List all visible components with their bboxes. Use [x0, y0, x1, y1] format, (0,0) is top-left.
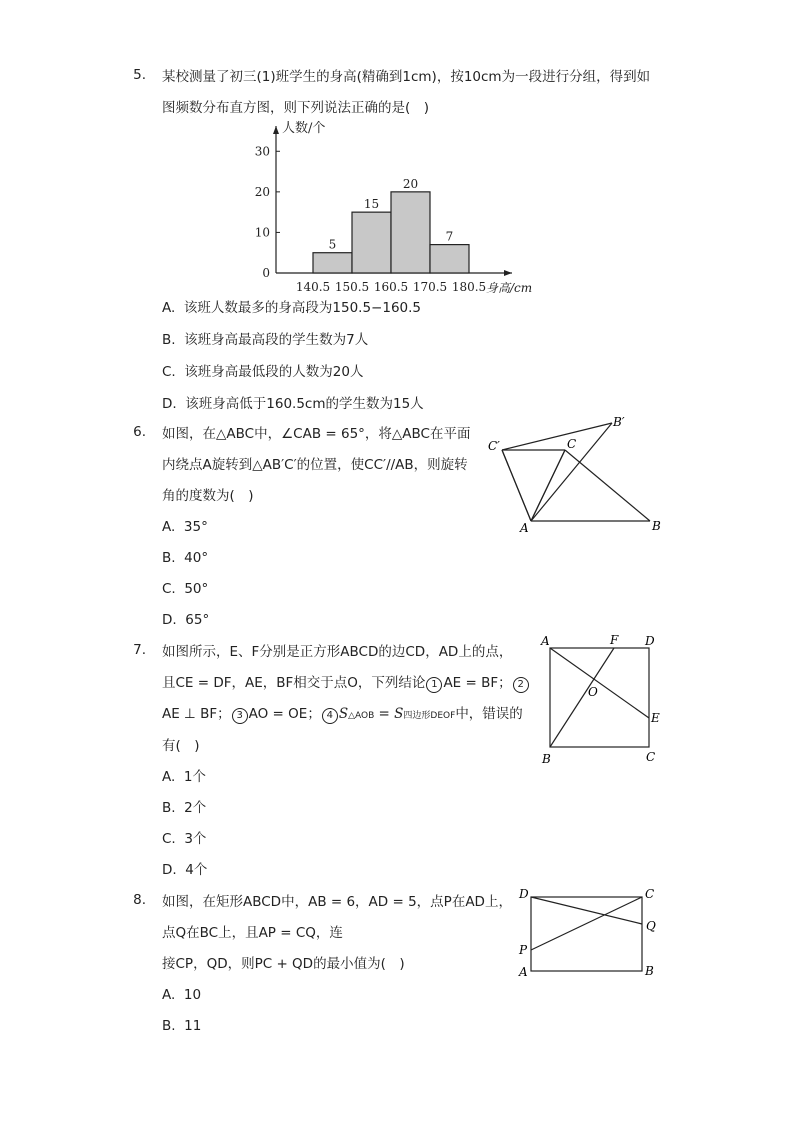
question-text-line: 某校测量了初三(1)班学生的身高(精确到1cm)，按10cm为一段进行分组，得到如	[162, 69, 651, 85]
text-span: AO = OE；	[248, 706, 321, 722]
option-text: 1个	[183, 769, 206, 785]
option-a[interactable]	[162, 517, 208, 537]
text-span: = S	[374, 706, 404, 722]
option-label: C.	[162, 364, 176, 380]
square-figure	[536, 632, 666, 768]
option-c[interactable]	[162, 579, 208, 599]
option-text: 10	[183, 987, 202, 1003]
circled-number: 2	[513, 677, 529, 693]
label-b: B	[542, 752, 551, 766]
subscript: △AOB	[348, 711, 375, 721]
histogram-bar	[430, 245, 469, 273]
text-span: 中，错误的	[455, 706, 523, 722]
question-text-line	[162, 704, 523, 726]
label-a: A	[520, 521, 529, 535]
label-b-prime: B′	[613, 415, 625, 429]
option-label: B.	[162, 1018, 176, 1034]
option-text: 65°	[185, 612, 210, 628]
x-tick-label: 150.5	[334, 280, 370, 294]
option-c[interactable]	[162, 362, 364, 382]
option-text: 该班身高最低段的人数为20人	[184, 364, 364, 380]
label-c-prime: C′	[488, 439, 500, 453]
question-text-line: 角的度数为( )	[162, 488, 254, 504]
option-text: 50°	[184, 581, 209, 597]
option-d[interactable]	[162, 610, 209, 630]
bar-value-label: 5	[328, 237, 337, 252]
question-text-line: 图频数分布直方图，则下列说法正确的是( )	[162, 100, 430, 116]
label-c: C	[646, 750, 656, 764]
option-label: D.	[162, 862, 177, 878]
option-text: 40°	[184, 550, 209, 566]
label-a: A	[519, 965, 528, 979]
text-span: AE ⊥ BF；	[162, 706, 231, 722]
label-c: C	[567, 437, 577, 451]
question-text-line: 如图，在矩形ABCD中，AB = 6，AD = 5，点P在AD上，	[162, 894, 512, 910]
label-q: Q	[646, 919, 656, 933]
bar-value-label: 7	[445, 229, 454, 244]
option-c[interactable]	[162, 829, 206, 849]
question-number: 6.	[133, 424, 146, 440]
question-text-line: 如图所示，E、F分别是正方形ABCD的边CD，AD上的点，	[162, 644, 513, 660]
question-text-line: 接CP，QD，则PC + QD的最小值为( )	[162, 956, 405, 972]
label-e: E	[651, 711, 660, 725]
label-c: C	[645, 887, 655, 901]
label-b: B	[652, 519, 661, 533]
option-label: B.	[162, 332, 176, 348]
option-b[interactable]	[162, 330, 368, 350]
label-d: D	[645, 634, 655, 648]
option-label: B.	[162, 550, 176, 566]
option-d[interactable]	[162, 394, 424, 414]
question-number: 8.	[133, 892, 146, 908]
option-label: C.	[162, 831, 176, 847]
option-label: B.	[162, 800, 176, 816]
circled-number: 1	[426, 677, 442, 693]
option-text: 3个	[184, 831, 207, 847]
option-label: A.	[162, 300, 176, 316]
rotation-triangle-figure	[484, 410, 669, 538]
histogram-bar	[391, 192, 430, 273]
y-tick-label: 10	[254, 225, 270, 240]
option-text: 该班身高最高段的学生数为7人	[184, 332, 369, 348]
option-label: A.	[162, 769, 176, 785]
y-tick-label: 30	[254, 144, 270, 159]
y-tick-label: 0	[262, 266, 270, 280]
option-label: D.	[162, 612, 177, 628]
option-text: 该班人数最多的身高段为150.5−160.5	[183, 300, 421, 316]
bar-value-label: 20	[402, 176, 419, 191]
label-b: B	[645, 964, 654, 978]
rectangle-figure	[514, 884, 664, 980]
option-text: 4个	[185, 862, 208, 878]
option-a[interactable]	[162, 985, 201, 1005]
option-text: 2个	[184, 800, 207, 816]
option-b[interactable]	[162, 798, 206, 818]
option-b[interactable]	[162, 548, 208, 568]
x-tick-label: 170.5	[412, 280, 448, 294]
y-axis-arrow	[273, 126, 279, 134]
histogram-bar	[313, 253, 352, 273]
option-d[interactable]	[162, 860, 207, 880]
question-text-line	[162, 673, 530, 693]
label-a: A	[541, 634, 550, 648]
histogram-bar	[352, 212, 391, 273]
x-tick-label: 180.5	[451, 280, 487, 294]
option-text: 35°	[183, 519, 208, 535]
label-o: O	[588, 685, 598, 699]
option-text: 该班身高低于160.5cm的学生数为15人	[185, 396, 424, 412]
option-a[interactable]	[162, 298, 421, 318]
label-p: P	[519, 943, 528, 957]
option-label: D.	[162, 396, 177, 412]
circled-number: 3	[232, 708, 248, 724]
question-text-line: 内绕点A旋转到△AB′C′的位置，使CC′//AB，则旋转	[162, 457, 468, 473]
question-text-line: 有( )	[162, 738, 200, 754]
question-text-line: 如图，在△ABC中，∠CAB = 65°，将△ABC在平面	[162, 426, 471, 442]
option-b[interactable]	[162, 1016, 201, 1036]
label-d: D	[519, 887, 529, 901]
text-span: S	[338, 706, 349, 722]
option-text: 11	[184, 1018, 202, 1034]
text-span: AE = BF；	[443, 675, 512, 691]
x-axis-arrow	[504, 270, 512, 276]
y-tick-label: 20	[254, 184, 270, 199]
histogram-chart	[250, 120, 550, 300]
x-tick-label: 160.5	[373, 280, 409, 294]
bar-value-label: 15	[363, 197, 380, 212]
circled-number: 4	[322, 708, 338, 724]
question-number: 5.	[133, 67, 146, 83]
option-label: A.	[162, 519, 176, 535]
subscript: 四边形DEOF	[403, 711, 456, 721]
question-text-line: 点Q在BC上，且AP = CQ，连	[162, 925, 343, 941]
option-label: C.	[162, 581, 176, 597]
y-axis-label: 人数/个	[282, 121, 326, 136]
x-axis-label: 身高/cm	[486, 281, 533, 295]
option-a[interactable]	[162, 767, 206, 787]
label-f: F	[610, 633, 619, 647]
option-label: A.	[162, 987, 176, 1003]
text-span: 且CE = DF，AE，BF相交于点O，下列结论	[162, 675, 426, 691]
x-tick-label: 140.5	[295, 280, 331, 294]
question-number: 7.	[133, 642, 146, 658]
